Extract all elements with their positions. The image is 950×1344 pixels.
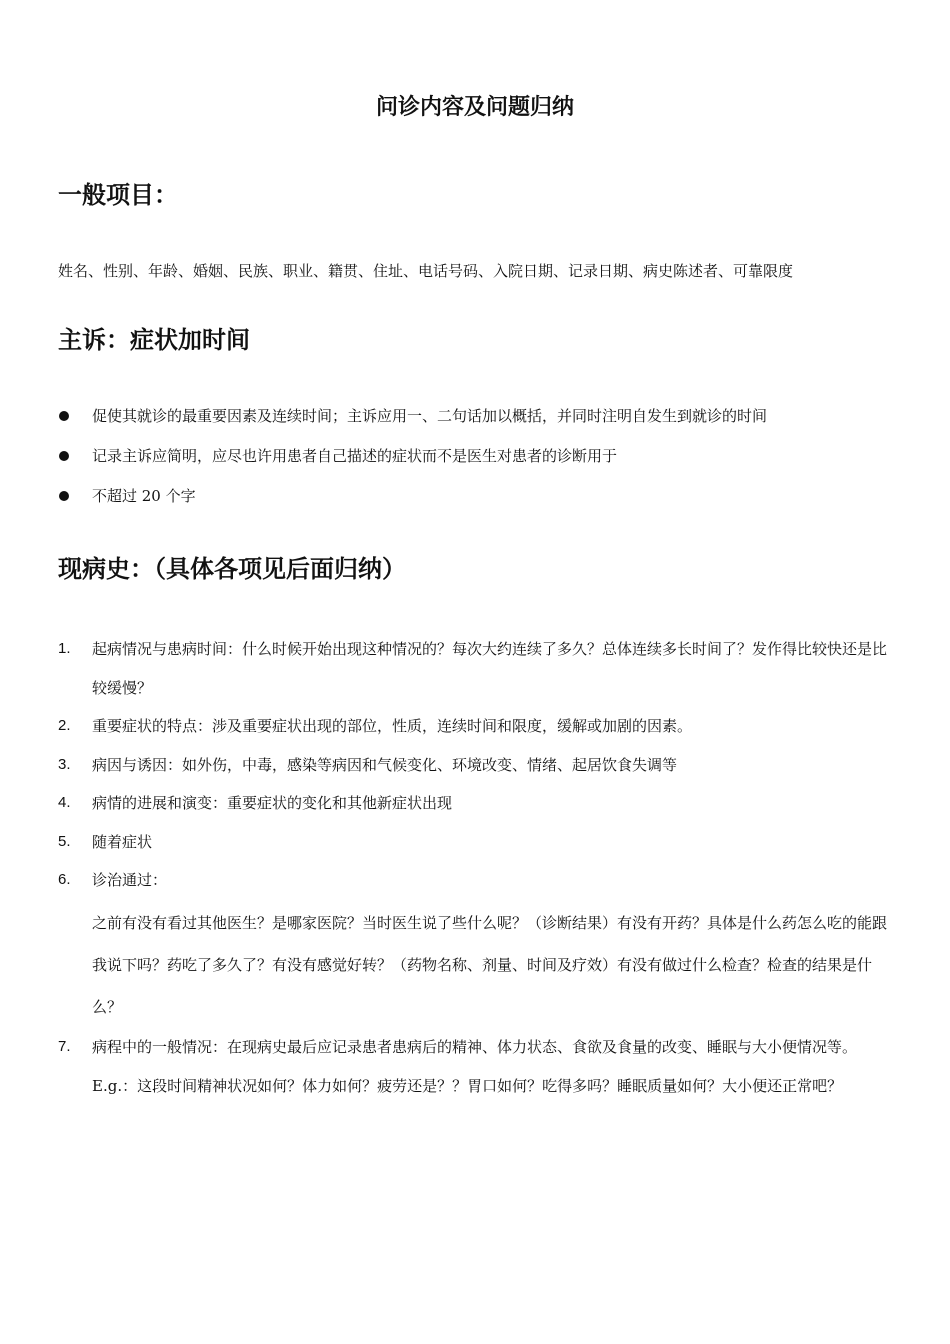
bullet-text: 记录主诉应简明，应尽也许用患者自己描述的症状而不是医生对患者的诊断用于 (92, 447, 618, 465)
item-text: 重要症状的特点：涉及重要症状出现的部位，性质，连续时间和限度，缓解或加剧的因素。 (92, 717, 693, 735)
item-text: 病因与诱因：如外伤，中毒，感染等病因和气候变化、环境改变、情绪、起居饮食失调等 (92, 755, 678, 774)
item-subtext: 之前有没有看过其他医生？是哪家医院？当时医生说了些什么呢？（诊断结果）有没有开药？具体是什么药怎么吃的能跟我说下吗？药吃了多久了？有没有感觉好转？（药物名称、剂量、时间及疗效）有没有做过什么检查？检查的结果是什么？ (92, 913, 888, 1016)
item-number: 6. (58, 871, 71, 888)
list-item (58, 630, 898, 707)
item-number: 5. (58, 832, 71, 850)
list-item (58, 861, 898, 1028)
list-item (58, 707, 898, 746)
list-item (58, 1028, 898, 1106)
item-number: 4. (58, 794, 71, 811)
bullet-icon (59, 451, 69, 461)
item-text: 随着症状 (92, 832, 153, 851)
list-item (58, 823, 898, 862)
item-text: 诊治通过： (92, 871, 168, 889)
list-item (58, 784, 898, 823)
item-number: 3. (58, 755, 71, 773)
bullet-text: 促使其就诊的最重要因素及连续时间；主诉应用一、二句话加以概括，并同时注明自发生到就诊的时间 (92, 407, 768, 425)
heading-chief-complaint: 主诉：症状加时间 (58, 325, 250, 354)
item-text: 起病情况与患病时间：什么时候开始出现这种情况的？每次大约连续了多久？总体连续多长时间了？发作得比较快还是比较缓慢？ (92, 640, 888, 697)
item-number: 1. (58, 640, 71, 657)
list-item (58, 746, 898, 785)
heading-general-items: 一般项目： (58, 180, 178, 209)
bullet-icon (59, 411, 69, 421)
item-text: 病程中的一般情况：在现病史最后应记录患者患病后的精神、体力状态、食欲及食量的改变、睡眠与大小便情况等。 E.g.：这段时间精神状况如何？体力如何？疲劳还是？？胃口如何？吃得多吗？睡眠质量如何？大小便还正常吧？ (92, 1037, 858, 1095)
present-illness-list (58, 630, 898, 1106)
bullet-icon (59, 491, 69, 501)
item-number: 2. (58, 717, 71, 734)
general-items-text: 姓名、性别、年龄、婚姻、民族、职业、籍贯、住址、电话号码、入院日期、记录日期、病史陈述者、可靠限度 (58, 262, 794, 280)
item-number: 7. (58, 1037, 71, 1055)
document-title: 问诊内容及问题归纳 (375, 94, 574, 120)
bullet-text: 不超过 20 个字 (92, 487, 196, 505)
item-text: 病情的进展和演变：重要症状的变化和其他新症状出现 (92, 794, 453, 812)
heading-present-illness: 现病史：（具体各项见后面归纳） (58, 554, 406, 583)
